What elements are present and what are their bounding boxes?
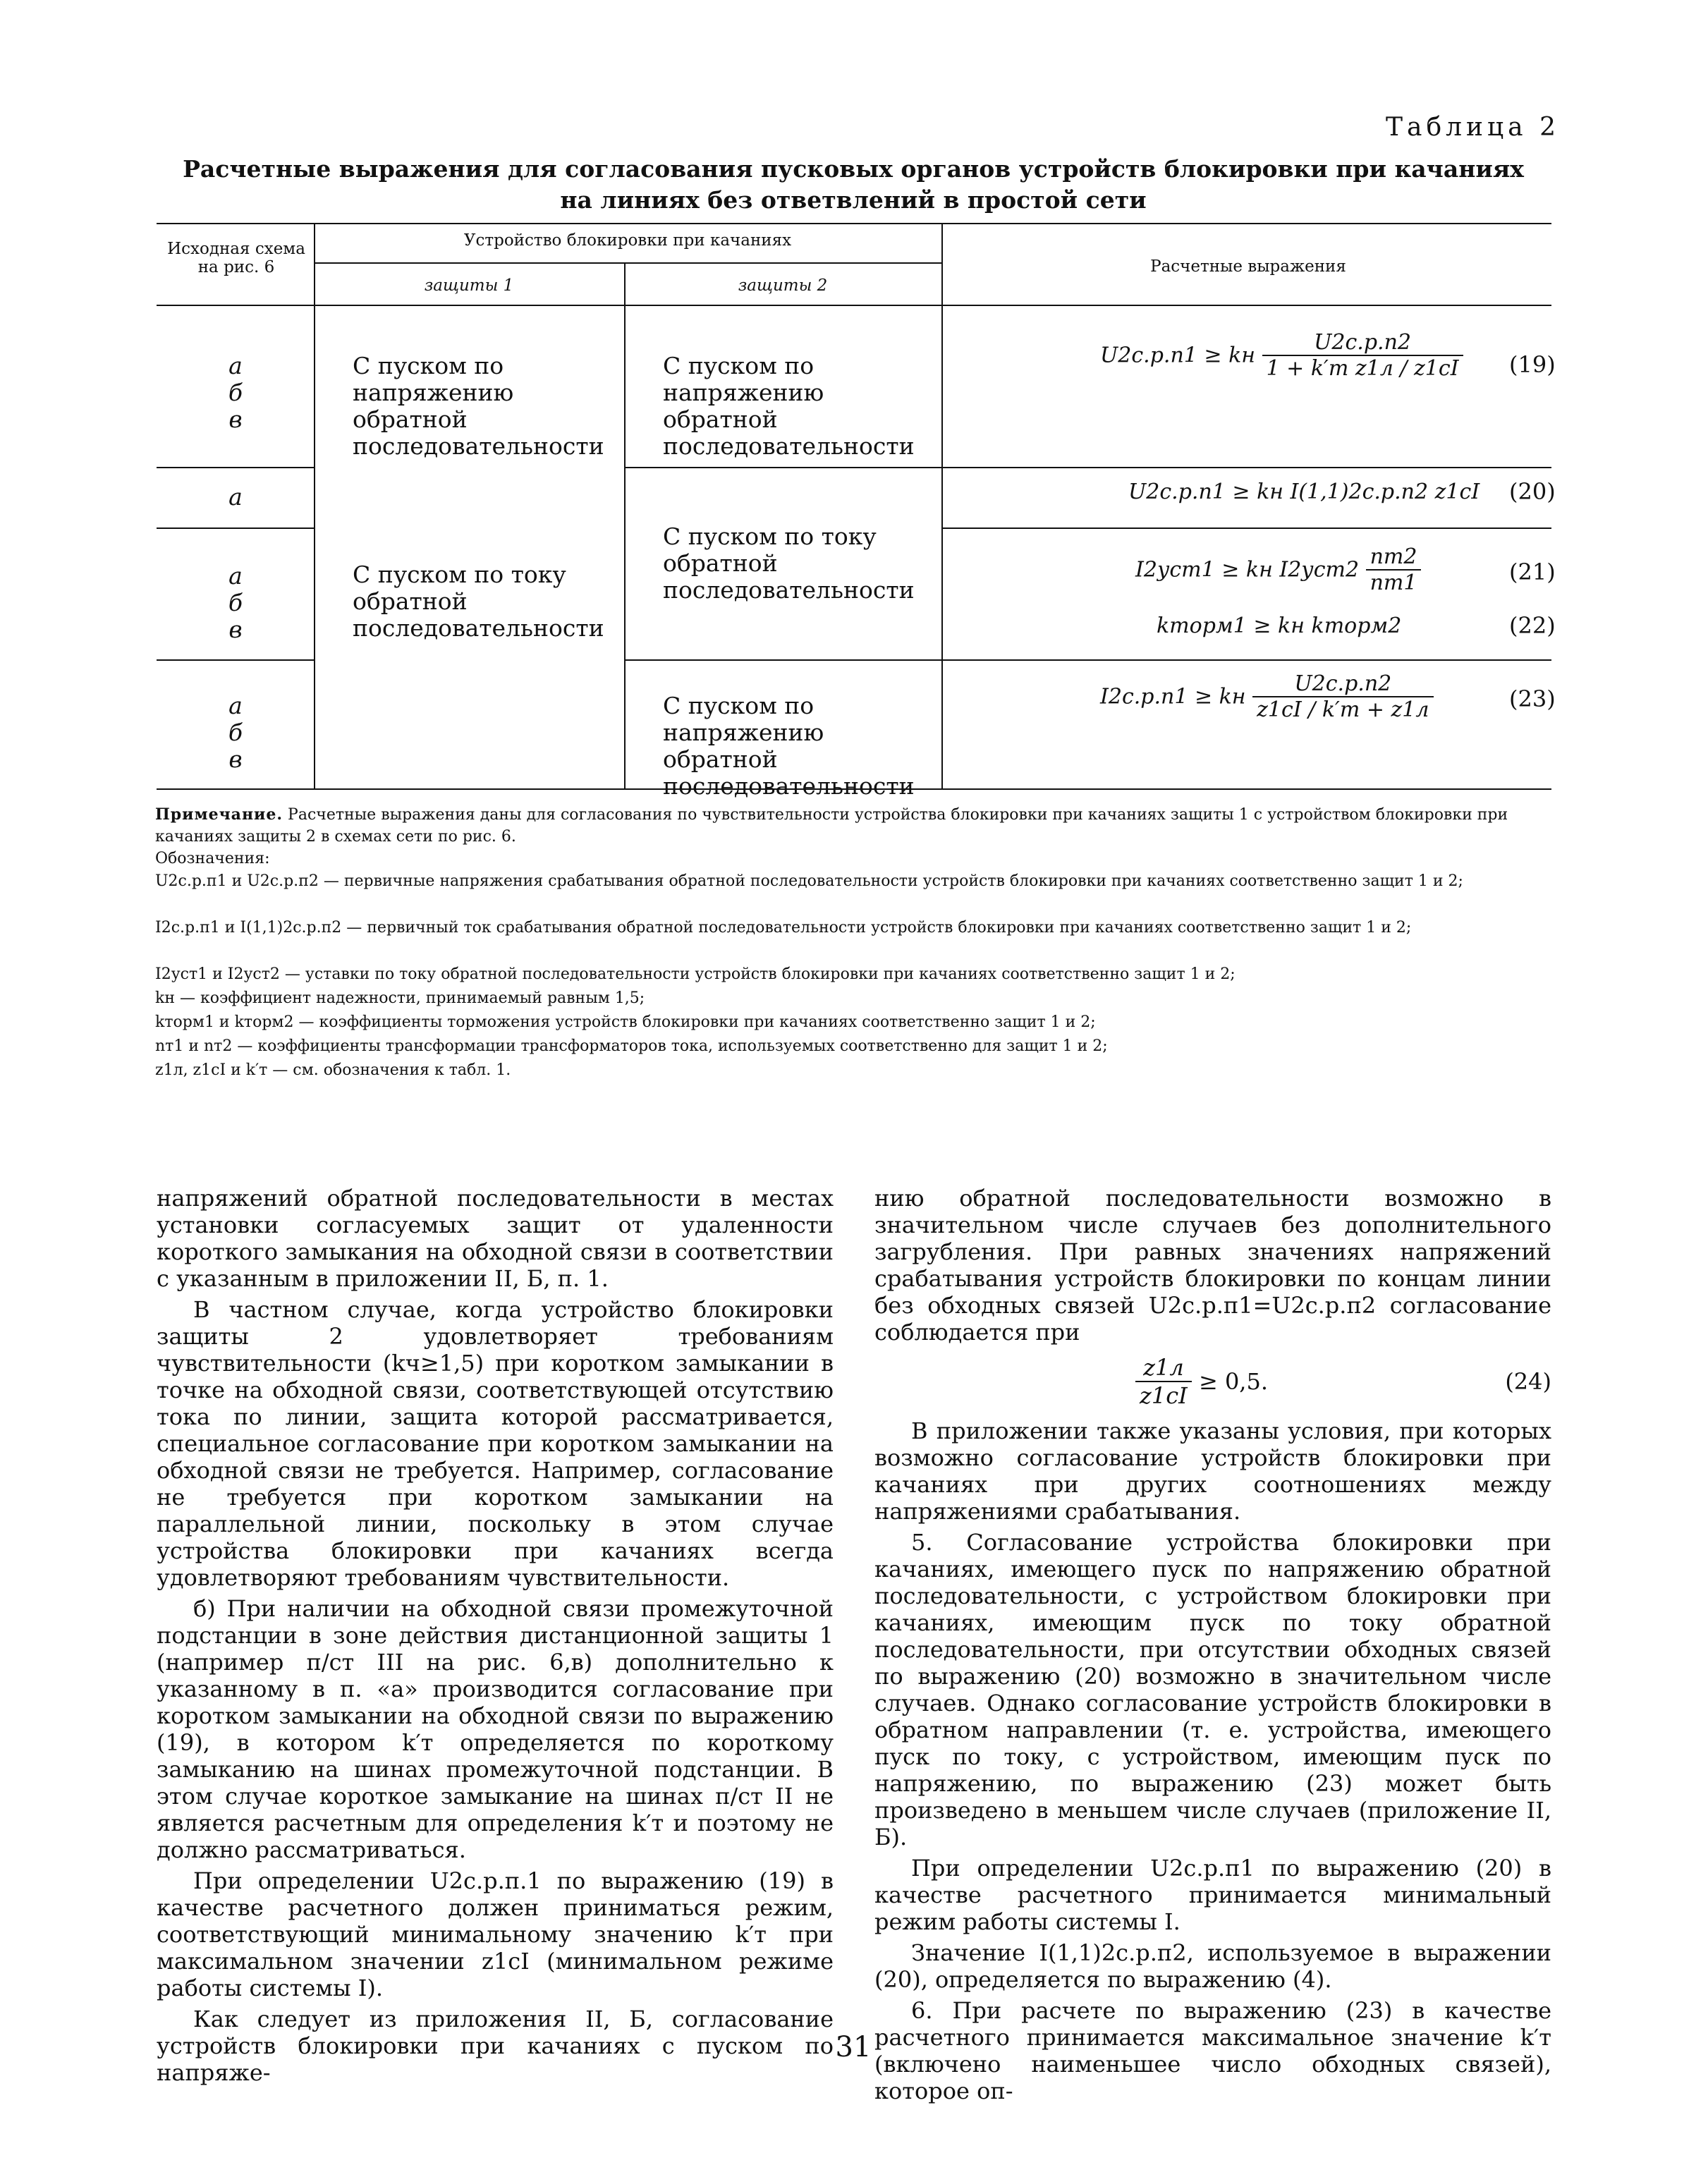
header-device-group: Устройство блокировки при качаниях (463, 231, 792, 250)
eq24-fraction (1135, 1354, 1192, 1409)
row4-schemes: а б в (228, 692, 243, 773)
table-title-line2: на линиях без ответвлений в простой сети (560, 186, 1147, 214)
eq19-number: (19) (1509, 351, 1556, 378)
note-text: Расчетные выражения даны для согласования по чувствительности устройства блокировки при качаниях защиты 1 с устройством блокировки при качаниях защиты 2 в схемах сети по рис. 6. (155, 806, 1508, 846)
eq19-fraction (1262, 330, 1463, 381)
row-rule (157, 527, 314, 529)
table-top-rule (157, 223, 1551, 224)
paragraph: В приложении также указаны условия, при которых возможно согласование устройств блокировки при качаниях при других соотношениях между напряжениями срабатывания. (874, 1417, 1551, 1525)
header-bottom-rule (157, 305, 1551, 306)
eq21-denominator: nт1 (1370, 571, 1417, 595)
table-note (155, 804, 1558, 848)
eq23-number: (23) (1509, 685, 1556, 712)
notation-item: I2с.р.п1 и I(1,1)2с.р.п2 — первичный ток срабатывания обратной последовательности устройств блокировки при качаниях соответственно защит 1 и 2; (155, 919, 1412, 937)
eq19-formula (1100, 330, 1463, 381)
notation-item: kторм1 и kторм2 — коэффициенты торможения устройств блокировки при качаниях соответственно защит 1 и 2; (155, 1013, 1096, 1031)
paragraph: При определении U2с.р.п.1 по выражению (19) в качестве расчетного должен приниматься режим, соответствующий минимальному значению k′т при максимальном значении z1cI (минимальном режиме работы системы I). (157, 1867, 834, 2001)
notation-item: U2с.р.п1 и U2с.р.п2 — первичные напряжения срабатывания обратной последовательности устройств блокировки при качаниях соответственно защит 1 и 2; (155, 872, 1463, 890)
header-expressions: Расчетные выражения (1150, 257, 1346, 276)
eq20-formula: U2с.р.п1 ≥ kн I(1,1)2с.р.п2 z1cI (1128, 480, 1480, 504)
row2-schemes: а (228, 483, 243, 511)
paragraph: 5. Согласование устройства блокировки при качаниях, имеющего пуск по напряжению обратной последовательности, с устройством блокировки при качаниях, имеющим пуск по току обратной последовательности, при отсутствии обходных связей по выражению (20) возможно в значительном числе случаев. Однако согласование устройств блокировки в обратном направлении (т. е. устройства, имеющего пуск по току, с устройством, имеющим пуск по напряжению, по выражению (23) может быть произведено в меньшем числе случаев (приложение II, Б). (874, 1529, 1551, 1850)
eq21-formula (1135, 544, 1421, 595)
eq24-formula (1135, 1354, 1268, 1409)
col-divider (941, 223, 943, 788)
paragraph: напряжений обратной последовательности в местах установки согласуемых защит от удаленности короткого замыкания на обходной связи в соответствии с указанным в приложении II, Б, п. 1. (157, 1185, 834, 1292)
paragraph: 6. При расчете по выражению (23) в качестве расчетного принимается максимальное значение k′т (включено наименьшее число обходных связей), которое оп- (874, 1997, 1551, 2104)
row23-prot2: С пуском по току обратной последовательности (663, 523, 915, 604)
eq22-formula: kторм1 ≥ kн kторм2 (1157, 614, 1402, 638)
eq24-number: (24) (1505, 1368, 1551, 1395)
eq22-number: (22) (1509, 612, 1556, 639)
row-rule (941, 467, 1551, 468)
table-title (176, 154, 1530, 216)
table-title-line1: Расчетные выражения для согласования пусковых органов устройств блокировки при качаниях (183, 155, 1524, 183)
eq24-rhs: ≥ 0,5. (1198, 1368, 1268, 1395)
col-divider (624, 262, 626, 788)
paragraph: нию обратной последовательности возможно в значительном числе случаев без дополнительного загрубления. При равных значениях напряжений срабатывания устройств блокировки по концам линии без обходных связей U2с.р.п1=U2с.р.п2 согласование соблюдается при (874, 1185, 1551, 1346)
note-label: Примечание. (155, 805, 283, 824)
eq23-numerator: U2с.р.п2 (1252, 671, 1433, 697)
eq24-block (874, 1350, 1551, 1417)
row-rule (157, 467, 314, 468)
paragraph: Как следует из приложения II, Б, согласование устройств блокировки при качаниях с пуском по напряже- (157, 2006, 834, 2086)
paragraph: При определении U2с.р.п1 по выражению (20) в качестве расчетного принимается минимальный режим работы системы I. (874, 1855, 1551, 1935)
notation-item: z1л, z1cI и k′т — см. обозначения к табл. 1. (155, 1061, 511, 1079)
eq21-number: (21) (1509, 559, 1556, 585)
eq23-lhs: I2с.р.п1 ≥ kн (1100, 684, 1246, 709)
eq20-number: (20) (1509, 478, 1556, 505)
row1-prot2: С пуском по напряжению обратной последовательности (663, 352, 915, 460)
header-prot1: защиты 1 (424, 276, 514, 295)
eq24-numerator: z1л (1135, 1354, 1192, 1382)
notation-item: I2уст1 и I2уст2 — уставки по току обратной последовательности устройств блокировки при качаниях соответственно защит 1 и 2; (155, 965, 1236, 983)
paragraph: б) При наличии на обходной связи промежуточной подстанции в зоне действия дистанционной защиты 1 (например п/ст III на рис. 6,в) дополнительно к указанному в п. «а» производится согласование при коротком замыкании на обходной связи по выражению (19), в котором k′т определяется по короткому замыканию на шинах промежуточной подстанции. В этом случае короткое замыкание на шинах п/ст II не является расчетным для определения k′т и поэтому не должно рассматриваться. (157, 1595, 834, 1863)
left-column (157, 1185, 834, 2090)
eq19-denominator: 1 + k′т z1л / z1cI (1266, 356, 1459, 381)
notation-heading: Обозначения: (155, 850, 270, 867)
eq21-numerator: nт2 (1366, 544, 1422, 571)
eq21-lhs: I2уст1 ≥ kн I2уст2 (1135, 557, 1360, 583)
row4-prot2: С пуском по напряжению обратной последовательности (663, 692, 915, 800)
row1-schemes: а б в (228, 352, 243, 433)
eq21-fraction (1366, 544, 1422, 595)
notation-item: kн — коэффициент надежности, принимаемый равным 1,5; (155, 989, 645, 1007)
row-rule (624, 467, 941, 468)
page-number: 31 (835, 2031, 872, 2063)
row-rule (941, 527, 1551, 529)
eq19-lhs: U2с.р.п1 ≥ kн (1100, 343, 1256, 368)
table-label: Таблица 2 (1386, 113, 1560, 142)
eq23-formula (1100, 671, 1434, 722)
row23-prot1: С пуском по току обратной последовательности (353, 561, 604, 642)
row-rule (157, 659, 314, 661)
row-rule (624, 659, 941, 661)
row3-schemes: а б в (228, 562, 243, 643)
paragraph: В частном случае, когда устройство блокировки защиты 2 удовлетворяет требованиям чувствительности (kч≥1,5) при коротком замыкании в точке на обходной связи, соответствующей отсутствию тока по линии, защита которой рассматривается, специальное согласование при коротком замыкании на обходной связи не требуется. Например, согласование не требуется при коротком замыкании на параллельной линии, поскольку в этом случае устройства блокировки при качаниях всегда удовлетворяют требованиям чувствительности. (157, 1296, 834, 1591)
row-rule (941, 659, 1551, 661)
eq24-denominator: z1cI (1140, 1382, 1188, 1409)
eq23-denominator: z1cI / k′т + z1л (1257, 697, 1429, 722)
right-column (874, 1185, 1551, 2109)
header-prot2: защиты 2 (738, 276, 828, 295)
col-divider (314, 223, 315, 788)
paragraph: Значение I(1,1)2с.р.п2, используемое в выражении (20), определяется по выражению (4). (874, 1939, 1551, 1993)
eq23-fraction (1252, 671, 1433, 722)
header-scheme: Исходная схема на рис. 6 (167, 240, 305, 276)
notation-item: nт1 и nт2 — коэффициенты трансформации трансформаторов тока, используемых соответственно для защит 1 и 2; (155, 1037, 1108, 1055)
eq19-numerator: U2с.р.п2 (1262, 330, 1463, 356)
row1-prot1: С пуском по напряжению обратной последовательности (353, 352, 604, 460)
header-subrule (314, 262, 941, 264)
